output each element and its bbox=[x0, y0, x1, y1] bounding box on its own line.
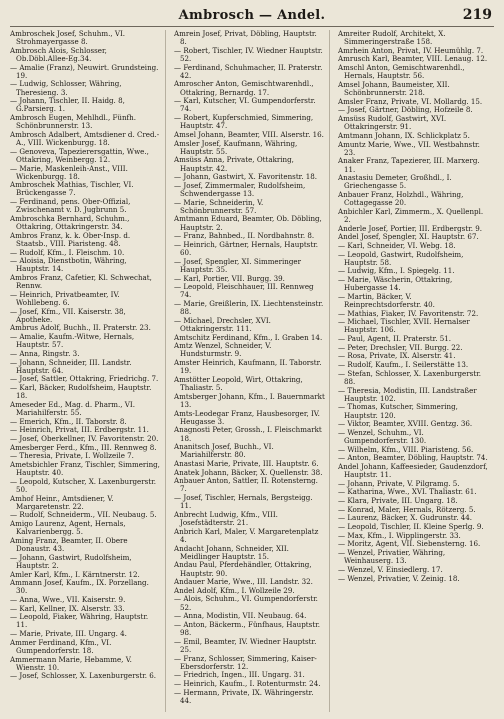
directory-entry: Andel Johann, Kaffeesieder, Gaudenzdorf, Hauptstr. 11. bbox=[338, 461, 488, 480]
directory-entry: Anastasiu Demeter, Großhdl., I. Griechengasse 5. bbox=[338, 173, 452, 191]
directory-entry: — Johann, Gastwirt, X. Favoritenstr. 18. bbox=[174, 172, 318, 182]
column-3 bbox=[338, 30, 494, 712]
directory-entry: Amhof Heinr., Amtsdiener, V. Margaretenstr. 22. bbox=[10, 493, 114, 511]
directory-entry: Anatek Johann, Bäcker, X. Quellenstr. 38. bbox=[174, 467, 323, 477]
directory-entry: Amrein Josef, Privat, Döbling, Hauptstr. 8. bbox=[174, 30, 317, 47]
directory-entry: — Franz, Bahnbed., II. Nordbahnstr. 8. bbox=[174, 231, 315, 241]
directory-entry: — Friedrich, Ingen., III. Ungarg. 31. bbox=[174, 670, 305, 680]
directory-entry: Ananitsch Josef, Buchh., VI. Mariahilferstr. 80. bbox=[174, 442, 274, 460]
directory-entry: — Heinrich, Gärtner, Hernals, Hauptstr. 60. bbox=[174, 239, 319, 258]
directory-entry: — Robert, Kupferschmied, Simmering, Hauptstr. 47. bbox=[174, 113, 314, 131]
directory-entry: — Josef, Sattler, Ottakring, Friedrichg. 7. bbox=[10, 374, 159, 384]
directory-entry: — Josef, Zimmermaler, Rudolfsheim, Schwendergasse 13. bbox=[174, 180, 306, 198]
directory-entry: — Heinrich, Privat, III. Erdbergstr. 11. bbox=[10, 425, 149, 435]
directory-entry: — Josef, Schlosser, X. Laxenburgerstr. 6. bbox=[10, 671, 157, 681]
entry-columns bbox=[10, 30, 494, 712]
directory-entry: Ambroschek Josef, Schuhm., VI. Strohmayergasse 8. bbox=[10, 30, 126, 47]
directory-entry: — Ferdinand, pens. Ober-Offizial, Zwischenamt v. D. Jugbrunn 5. bbox=[10, 197, 131, 215]
directory-entry: — Theresia, Modistin, III. Landstraßer Hauptstr. 102. bbox=[338, 385, 477, 403]
directory-entry: — Josef, Gärtner, Döbling, Hofzeile 8. bbox=[338, 105, 473, 115]
directory-entry: — Rudolf, Kfm., I. Fleischm. 10. bbox=[10, 247, 125, 257]
directory-entry: Ambrosch Adalbert, Amtsdiener d. Cred.-A., VIII. Wickenburgg. 18. bbox=[10, 129, 160, 148]
directory-entry: — Michael, Drechsler, XVI. Ottakringerstr. 111. bbox=[174, 315, 271, 333]
column-1 bbox=[10, 30, 166, 712]
directory-entry: Ambros Franz, k. k. Ober-Insp. d. Staatsb., VIII. Piaristeng. 48. bbox=[10, 230, 131, 248]
directory-entry: — Marie, Wäscherin, Ottakring, Hubergasse 14. bbox=[338, 275, 453, 293]
directory-entry: — Katharina, Wwe., XVI. Thaliastr. 61. bbox=[338, 487, 477, 497]
directory-entry: — Emil, Beamter, IV. Wiedner Hauptstr. 25. bbox=[174, 636, 317, 654]
directory-entry: — Anna, Ringstr. 3. bbox=[10, 348, 80, 358]
directory-entry: — Ludwig, Schlosser, Währing, Theresieng. 3. bbox=[10, 79, 122, 97]
directory-entry: Amster Heinrich, Kaufmann, II. Taborstr. 19. bbox=[174, 358, 322, 376]
directory-entry: Anbauer Anton, Sattler, II. Rotensterng. 7. bbox=[174, 476, 318, 494]
directory-entry: Anbrecht Ludwig, Kfm., VIII. Josefstädterstr. 21. bbox=[174, 509, 278, 528]
directory-entry: — Robert, Tischler, IV. Wiedner Hauptstr. 52. bbox=[174, 45, 323, 63]
directory-entry: Amtschitz Ferdinand, Kfm., I. Graben 14. bbox=[174, 332, 323, 342]
directory-entry: Amts-Leodegar Franz, Hausbesorger, IV. Heugasse 3. bbox=[174, 408, 320, 426]
directory-entry: — Rosa, Private, IX. Alserstr. 41. bbox=[338, 351, 456, 361]
directory-entry: Ambroschka Bernhard, Schuhm., Ottakring, Ottakringerstr. 34. bbox=[10, 213, 130, 232]
directory-entry: Amtmann Eduard, Beamter, Ob. Döbling, Hauptstr. 2. bbox=[174, 214, 322, 232]
directory-entry: — Anna, Modistin, VII. Neubaug. 64. bbox=[174, 611, 307, 621]
directory-entry: — Leopold, Fiaker, Währing, Hauptstr. 11. bbox=[10, 612, 149, 630]
directory-entry: Amsler Franz, Private, VI. Mollardg. 15. bbox=[338, 96, 483, 106]
directory-entry: — Josef, Kfm., VII. Kaiserstr. 38, Apotheke. bbox=[10, 306, 126, 324]
directory-entry: — Mathias, Fiaker, IV. Favoritenstr. 72. bbox=[338, 308, 479, 318]
directory-entry: Andauer Marie, Wwe., III. Landstr. 32. bbox=[174, 577, 313, 587]
directory-entry: Amstötter Leopold, Wirt, Ottakring, Thaliastr. 5. bbox=[174, 374, 303, 393]
directory-entry: — Karl, Kellner, IX. Alserstr. 33. bbox=[10, 603, 125, 613]
directory-entry: Andau Paul, Pferdehändler, Ottakring, Hauptstr. 90. bbox=[174, 560, 312, 578]
directory-entry: — Wenzel, Schuhm., VI. Gumpendorferstr. 130. bbox=[338, 427, 427, 445]
directory-entry: — Wilhelm, Kfm., VIII. Piaristeng. 56. bbox=[338, 444, 474, 454]
directory-entry: Ammann Josef, Kaufm., IX. Porzellang. 30. bbox=[10, 578, 149, 596]
directory-entry: Ambrus Adolf, Buchh., II. Praterstr. 23. bbox=[10, 323, 151, 333]
directory-entry: Ameseder Ed., Mag. d. Pharm., VI. Mariahilferstr. 55. bbox=[10, 399, 135, 418]
directory-entry: — Josef, Spengler, XI. Simmeringer Hauptstr. 35. bbox=[174, 256, 301, 274]
directory-entry: — Rudolf, Kaufm., I. Seilerstätte 13. bbox=[338, 360, 469, 370]
directory-entry: Amsel Johann, Beamter, VIII. Alserstr. 16. bbox=[174, 129, 324, 139]
directory-entry: Amsüss Anna, Private, Ottakring, Hauptstr. 42. bbox=[174, 155, 294, 173]
directory-entry: — Heinrich, Kaufm., I. Rotenturmstr. 24. bbox=[174, 679, 321, 689]
directory-entry: — Karl, Schneider, VI. Webg. 18. bbox=[338, 240, 456, 250]
directory-entry: Ambrosch Alois, Schlosser, Ob.Döbl.Allee-Eg.34. bbox=[10, 45, 107, 63]
directory-entry: Amrusch Karl, Beamter, VIII. Lenaug. 12. bbox=[338, 54, 488, 64]
directory-entry: Amsüss Rudolf, Gastwirt, XVI. Ottakringerstr. 91. bbox=[338, 114, 447, 132]
directory-entry: — Genoveva, Tapezierersgattin, Wwe., Ottakring, Weinbergg. 12. bbox=[10, 146, 149, 164]
directory-entry: — Johann, Tischler, II. Haidg. 8, G.Parsierg. 1. bbox=[10, 96, 125, 114]
directory-entry: — Stefan, Schlosser, X. Laxenburgerstr. 88. bbox=[338, 368, 481, 386]
directory-entry: Amschl Anton, Gemischtwarenhdl., Hernals, Hauptstr. 56. bbox=[338, 63, 465, 81]
directory-entry: — Anton, Bäckerm., Fünfhaus, Hauptstr. 98. bbox=[174, 619, 320, 638]
directory-entry: Ambrosch Eugen, Mehlhdl., Fünfh. Schönbrunnerstr. 13. bbox=[10, 113, 137, 131]
directory-entry: Anastasi Marie, Private, III. Hauptstr. 6. bbox=[174, 458, 319, 468]
directory-entry: — Heinrich, Privatbeamter, IV. Wohllebeng. 6. bbox=[10, 289, 120, 307]
directory-entry: Ambros Franz, Cafetier, Kl. Schwechat, Rennw. bbox=[10, 273, 152, 291]
page-number: 219 bbox=[462, 7, 492, 23]
directory-entry: Amuntz Marie, Wwe., VII. Westbahnstr. 23. bbox=[338, 139, 480, 157]
directory-entry: Amtsberger Johann, Kfm., I. Bauernmarkt 13. bbox=[174, 391, 325, 409]
directory-entry: — Hermann, Private, IX. Währingerstr. 44. bbox=[174, 687, 314, 705]
directory-entry: — Ferdinand, Schuhmacher, II. Praterstr. 42. bbox=[174, 62, 323, 80]
directory-entry: — Anton, Beamter, Döbling, Hauptstr. 74. bbox=[338, 453, 488, 463]
directory-entry: — Karl, Kutscher, VI. Gumpendorferstr. 74. bbox=[174, 96, 316, 114]
directory-entry: — Moritz, Agent, VII. Siebensterng. 16. bbox=[338, 539, 481, 549]
directory-entry: — Franz, Schlosser, Simmering, Kaiser-Ebersdorferstr. 12. bbox=[174, 653, 317, 671]
directory-entry: — Johann, Private, V. Pilgramg. 5. bbox=[338, 478, 460, 488]
directory-entry: — Paul, Agent, II. Praterstr. 51. bbox=[338, 334, 452, 344]
directory-entry: Amler Karl, Kfm., I. Kärntnerstr. 12. bbox=[10, 569, 140, 579]
directory-entry: — Josef, Tischler, Hernals, Bergsteigg. 11. bbox=[174, 493, 313, 511]
directory-entry: — Marie, Private, III. Ungarg. 4. bbox=[10, 629, 127, 639]
directory-entry: — Peter, Drechsler, VII. Burgg. 22. bbox=[338, 342, 463, 352]
directory-entry: Anbrich Karl, Maler, V. Margaretenplatz 4. bbox=[174, 526, 319, 544]
directory-entry: — Leopold, Kutscher, X. Laxenburgerstr. 50. bbox=[10, 476, 156, 494]
directory-entry: — Konrad, Maler, Hernals, Rötzerg. 5. bbox=[338, 504, 476, 514]
directory-entry: — Wenzel, Privatier, V. Zeinig. 18. bbox=[338, 573, 460, 583]
page-header bbox=[10, 6, 494, 27]
directory-entry: — Amalie (Franz), Neuwirt. Grundsteing. 19. bbox=[10, 62, 159, 80]
directory-entry: Anaker Franz, Tapezierer, III. Marxerg. 11. bbox=[338, 156, 480, 174]
directory-entry: — Rudolf, Schneiderm., VII. Neubaug. 5. bbox=[10, 510, 157, 520]
directory-entry: — Leopold, Gastwirt, Rudolfsheim, Hauptstr. 58. bbox=[338, 249, 464, 267]
directory-entry: Anagnosti Peter, Grossh., I. Fleischmarkt 18. bbox=[174, 425, 322, 443]
directory-entry: — Josef, Oberkellner, IV. Favoritenstr. 20. bbox=[10, 434, 159, 443]
directory-entry: Amrhein Anton, Privat, IV. Heumühlg. 7. bbox=[338, 45, 484, 55]
directory-entry: Anbichler Karl, Zimmerm., X. Quellenpl. 2. bbox=[338, 206, 484, 224]
directory-entry: Andel Adolf, Kfm., I. Wollzeile 29. bbox=[174, 585, 295, 595]
directory-entry: Anderle Josef, Portier, III. Erdbergstr. 9. bbox=[338, 223, 483, 233]
directory-entry: Amsel Johann, Baumeister, XII. Schönbrunnerstr. 218. bbox=[338, 79, 450, 98]
directory-entry: Amigo Laurenz, Agent, Hernals, Kalvarienbergg. 5. bbox=[10, 519, 126, 537]
directory-entry: — Theresia, Private, I. Wollzeile 7. bbox=[10, 451, 134, 461]
directory-entry: Amsler Josef, Kaufmann, Währing, Hauptstr. 55. bbox=[174, 138, 298, 156]
directory-entry: Amroscher Anton, Gemischtwarenhdl., Ottakring, Bernardg. 17. bbox=[174, 79, 314, 97]
directory-entry: — Marie, Maskenleih-Anst., VIII. Wickenburgg. 18. bbox=[10, 163, 128, 181]
directory-entry: — Johann, Schneider, III. Landstr. Hauptstr. 64. bbox=[10, 357, 132, 375]
column-2 bbox=[174, 30, 330, 712]
directory-entry: Amtz Wenzel, Schneider, V. Hundsturmstr. 9. bbox=[174, 341, 272, 359]
directory-entry: Andacht Johann, Schneider, XII. Meidlinger Hauptstr. 15. bbox=[174, 543, 289, 561]
directory-entry: Ambroschek Mathias, Tischler, VI. Brückengasse 7. bbox=[10, 180, 134, 198]
directory-entry: Amesberger Ferd., Kfm., III. Rennweg 8. bbox=[10, 442, 157, 452]
directory-entry: — Ludwig, Kfm., I. Spiegelg. 11. bbox=[338, 266, 455, 276]
directory-entry: — Anna, Wwe., VII. Kaiserstr. 9. bbox=[10, 594, 126, 604]
directory-entry: Amtmann Johann, IX. Schlickplatz 5. bbox=[338, 130, 470, 140]
directory-entry: — Karl, Bäcker, Rudolfsheim, Hauptstr. 18. bbox=[10, 383, 152, 401]
directory-entry: — Leopold, Fleischhauer, III. Rennweg 74. bbox=[174, 282, 314, 300]
directory-entry: — Laurenz, Bäcker, X. Gudrunstr. 44. bbox=[338, 513, 473, 523]
directory-entry: Amreiter Rudolf, Architekt, X. Simmeringerstraße 158. bbox=[338, 30, 446, 47]
directory-entry: — Wenzel, Privatier, Währing, Weinhauserg. 13. bbox=[338, 548, 446, 566]
running-title: Ambrosch — Andel. bbox=[178, 8, 326, 23]
directory-entry: Ametsbichler Franz, Tischler, Simmering, Hauptstr. 40. bbox=[10, 459, 160, 478]
directory-entry: Ammer Ferdinand, Kfm., VI. Gumpendorferstr. 18. bbox=[10, 637, 112, 655]
directory-entry: Ammermann Marie, Hebamme, V. Wienstr. 10. bbox=[10, 654, 132, 672]
directory-entry: — Leopold, Tischler, II. Kleine Sperlg. 9. bbox=[338, 522, 484, 532]
directory-entry: — Martin, Bäcker, V. Reinprechtsdorferstr. 40. bbox=[338, 291, 435, 309]
directory-entry: — Michael, Tischler, XVII. Hernalser Hauptstr. 106. bbox=[338, 317, 470, 335]
directory-entry: — Marie, Greißlerin, IX. Liechtensteinstr. 88. bbox=[174, 299, 324, 317]
directory-entry: — Alois, Schuhm., VI. Gumpendorferstr. 52. bbox=[174, 594, 318, 612]
directory-entry: — Max, Kfm., I. Wipplingerstr. 33. bbox=[338, 530, 461, 540]
directory-entry: Andel Josef, Spengler, XI. Hauptstr. 67. bbox=[338, 232, 479, 242]
directory-entry: Aming Franz, Beamter, II. Obere Donaustr. 43. bbox=[10, 535, 128, 554]
directory-entry: — Viktor, Beamter, XVIII. Gentzg. 36. bbox=[338, 419, 473, 429]
directory-entry: — Thomas, Kutscher, Simmering, Hauptstr. 120. bbox=[338, 402, 458, 420]
directory-entry: — Emerich, Kfm., II. Taborstr. 8. bbox=[10, 416, 127, 426]
directory-entry: — Marie, Schneiderin, V. Schönbrunnerstr. 57. bbox=[174, 197, 264, 215]
directory-entry: — Aloisia, Dienstbotin, Währing, Hauptstr. 14. bbox=[10, 256, 127, 274]
directory-entry: — Amalie, Kaufm.-Witwe, Hernals, Hauptstr. 57. bbox=[10, 332, 135, 350]
directory-entry: — Klara, Private, III. Ungarg. 18. bbox=[338, 496, 458, 506]
directory-entry: — Johann, Gastwirt, Rudolfsheim, Hauptstr. 2. bbox=[10, 552, 132, 570]
directory-entry: — Karl, Portier, VII. Burgg. 39. bbox=[174, 273, 285, 283]
directory-entry: Anbauer Franz, Holzhdl., Währing, Cottagegasse 20. bbox=[338, 189, 464, 208]
directory-entry: — Wenzel, V. Einsiedlerg. 17. bbox=[338, 564, 443, 574]
